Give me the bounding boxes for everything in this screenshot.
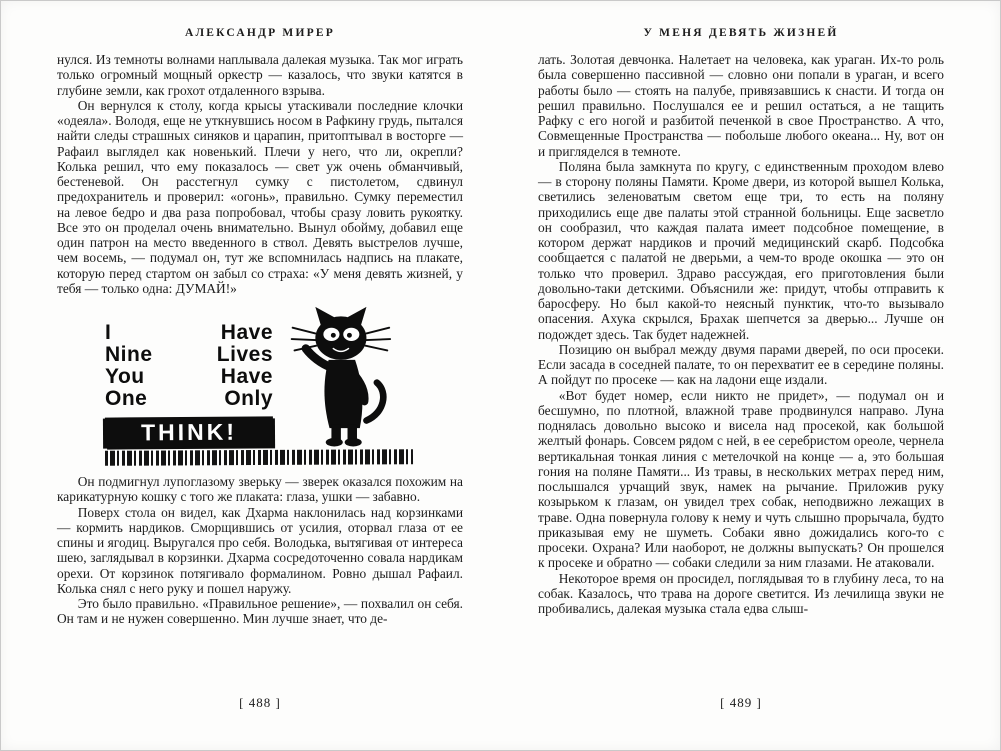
- page-body-right: [538, 52, 944, 616]
- paragraph: Это было правильно. «Правильное решение», — похвалил он себя. Он там и не нужен совершенно. Мин лучше знает, что де-: [57, 596, 463, 627]
- hatch-bar: [105, 449, 413, 466]
- paragraph: Поверх стола он видел, как Дхарма наклонилась над корзинками — кормить нардиков. Сморщившись от усилия, оторвал глаза от ее спины и ягодиц. Выругался про себя. Володька, вытягивая от интереса шею, заглядывал в корзинки. Дхарма сосредоточенно совала нардикам орехи. От корзинок потягивало формалином. Ровно дышал Рафаил. Колька снял с него руку и пошел наружу.: [57, 504, 463, 596]
- paragraph: Он подмигнул лупоглазому зверьку — зверек оказался похожим на карикатурную кошку с того же плаката: глаза, ушки — забавно.: [57, 474, 463, 505]
- poster-line: I Have: [105, 321, 273, 344]
- poster-line: Nine Lives: [105, 343, 273, 366]
- running-header-title: У МЕНЯ ДЕВЯТЬ ЖИЗНЕЙ: [643, 27, 839, 39]
- paragraph: «Вот будет номер, если никто не придет», — подумал он и бесшумно, по плотной, влажной траве продвинулся направо. Луна поднялась довольно высоко и висела над просекой, как большой желтый фонарь. Совсем рядом с ней, в ее серебристом ореоле, чернела вертикальная тонкая линия с метелочкой на конце — а, это большая гония на поляне Памяти... Из травы, в нескольких метрах перед ним, послышался урчащий звук, намек на рычание. Приложив руку козырьком к глазам, он увидел трех собак, неподвижно лежащих в траве. Одна повернула голову к нему и чуть слышно прорычала, будто приказывая ему не шуметь. Собаки явно дожидались кого-то с просеки. Охрана? Или наоборот, не должны выпускать? Он прошелся к просеке и обратно — собаки следили за ним глазами. Не атаковали.: [538, 387, 944, 571]
- cat-icon: [283, 305, 395, 447]
- poster-text: [105, 322, 273, 447]
- poster-row: [105, 305, 413, 447]
- paragraph: Позицию он выбрал между двумя парами дверей, по оси просеки. Если засада в соседней палате, то он перехватит ее в середине поляны. А пойдут по просеке — как на ладони еще издали.: [538, 341, 944, 388]
- cat-illustration: [105, 305, 413, 465]
- paragraph: Поляна была замкнута по кругу, с единственным проходом влево — в сторону поляны Памяти. Кроме двери, из которой вышел Колька, светились зеленоватым светом еще три, то есть на поляну приходились еще две палаты этой странной больницы. Еще засветло он сообразил, что каждая палата имеет подсобное помещение, в котором держат нардиков и прочий медицинский скарб. Подсобка сообщается с палатой не дверьми, а чем-то вроде окошка — это он только что проверил. Здраво рассуждая, его приготовления были довольно-таки детскими. Объяснили же: придут, чтобы отправить к баросферу. Но был какой-то неясный пунктик, что-то вызывало опасения. Ахука скрылся, Брахак шепчется за дверью... Лучше он подождет здесь. Так будет надежней.: [538, 158, 944, 342]
- poster-line: One Only: [105, 387, 273, 410]
- page-left: [57, 0, 463, 751]
- page-number-right: [ 489 ]: [720, 695, 762, 710]
- poster-line: You Have: [105, 365, 273, 388]
- paragraph: лать. Золотая девчонка. Налетает на человека, как ураган. Их-то роль была совершенно пассивной — словно они попали в ураган, и всего работы было — стоять на палубе, привязавшись к снасти. И тогда он решил правильно. Послушался ее и решил остаться, а не тащить Рафку с его ногой и разбитой печенкой в свое Пространство. А что, Совмещенные Пространства — побольше любого океана... Ну, вот он и пригляделся в темноте.: [538, 52, 944, 159]
- paragraph: Некоторое время он просидел, поглядывая то в глубину леса, то на собак. Казалось, что трава на дороге светится. Из лечилища звуки не пробивались, далекая музыка стала едва слыш-: [538, 570, 944, 616]
- page-right: [538, 0, 944, 751]
- think-banner: THINK!: [105, 416, 273, 447]
- page-body-left: [57, 52, 463, 627]
- paragraph: нулся. Из темноты волнами наплывала далекая музыка. Так мог играть только огромный мощный оркестр — казалось, что звуки катятся в глубине земли, как грохот отдаленного взрыва.: [57, 52, 463, 98]
- page-number-left: [ 488 ]: [239, 695, 281, 710]
- running-header-author: АЛЕКСАНДР МИРЕР: [185, 27, 335, 39]
- paragraph: Он вернулся к столу, когда крысы утаскивали последние клочки «одеяла». Володя, еще не уткнувшись носом в Рафкину грудь, пытался найти следы страшных синяков и царапин, притоптывал в восторге — Рафаил выглядел как новенький. Плечи у него, что ли, окрепли? Колька решил, что ему показалось — свет уж очень обманчивый, бестеневой. Он расстегнул сумку с пистолетом, сдвинул предохранитель и проверил: «огонь», правильно. Сумку переместил на левое бедро и два раза попробовал, чтобы сразу ловить рукоятку. Все это он проделал очень внимательно. Вынул обойму, добавил еще один патрон на место введенного в ствол. Девять выстрелов лучше, чем восемь, — подумал он, тут же вспомнилась надпись на плакате, которую перед стартом он забыл со страха: «У меня девять жизней, у тебя — только одна: ДУМАЙ!»: [57, 97, 463, 296]
